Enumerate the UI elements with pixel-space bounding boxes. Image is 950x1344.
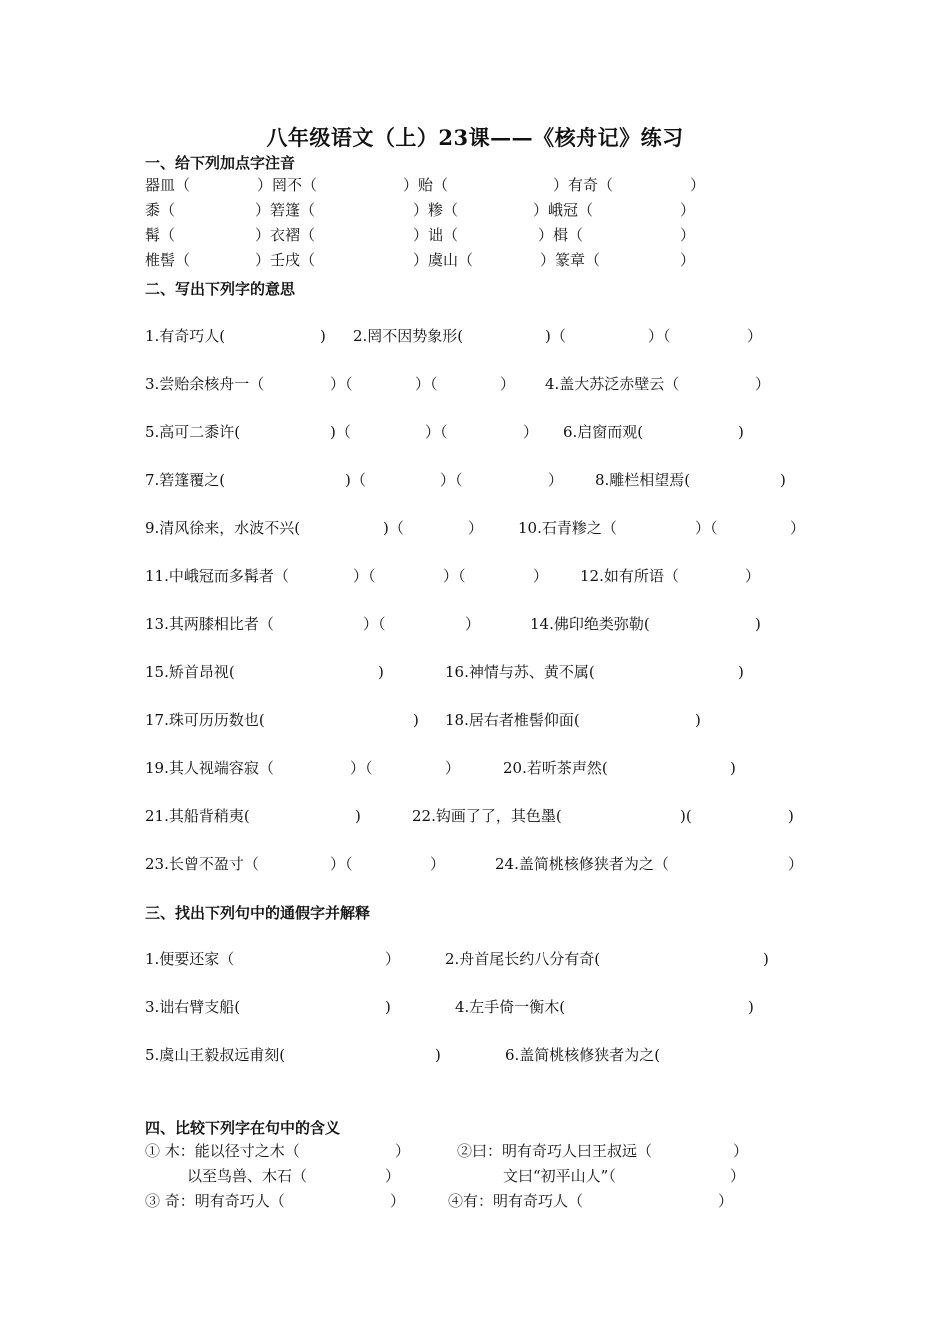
pinyin-item: ）峨冠（ [533,201,594,219]
tongjia-item: ) [435,1046,441,1064]
compare-item: ） [718,1192,734,1210]
pinyin-item: ）箬篷（ [255,201,316,219]
compare-row [145,1166,805,1186]
compare-item: ） [390,1192,406,1210]
tongjia-item: 4.左手倚一衡木( [455,998,566,1016]
meaning-item: 7.箬篷覆之( [145,471,226,489]
meaning-item: 19.其人视端容寂（ [145,759,274,777]
meaning-row [145,614,805,634]
pinyin-row-3 [145,225,845,245]
meaning-row [145,710,805,730]
meaning-item: ） [465,615,481,633]
meaning-item: ）（ [440,471,463,489]
meaning-item: ） [745,567,761,585]
compare-item: ②曰：明有奇巧人曰王叔远（ [457,1142,653,1160]
pinyin-item: ） [690,176,706,194]
meaning-row [145,422,805,442]
meaning-item: ） [790,519,806,537]
meaning-item: ) [378,663,384,681]
pinyin-row-1 [145,175,845,195]
meaning-item: 17.珠可历历数也( [145,711,265,729]
meaning-item: 4.盖大苏泛赤壁云（ [545,375,680,393]
meaning-item: ）（ [363,615,386,633]
meaning-item: ) [730,759,736,777]
meaning-item: 22.钩画了了，其色墨( [412,807,562,825]
pinyin-item: ）罔不（ [257,176,318,194]
meaning-item: 12.如有所语（ [580,567,679,585]
pinyin-item: 髯（ [145,226,176,244]
pinyin-item: ）楫（ [538,226,584,244]
meaning-item: ）（ [648,327,671,345]
section-heading-1: 一、给下列加点字注音 [145,154,296,172]
meaning-item: )( [680,807,692,825]
meaning-item: 5.高可二黍许( [145,423,241,441]
pinyin-item: 黍（ [145,201,176,219]
meaning-item: ）（ [330,375,353,393]
compare-item: ） [730,1167,746,1185]
meaning-item: 9.清风徐来，水波不兴( [145,519,301,537]
meaning-item: 6.启窗而观( [563,423,644,441]
pinyin-item: ）衣褶（ [255,226,316,244]
compare-item: ③ 奇：明有奇巧人（ [145,1192,285,1210]
meaning-item: 13.其两膝相比者（ [145,615,274,633]
compare-item: ） [395,1142,411,1160]
tongjia-item: ) [385,998,391,1016]
meaning-item: )（ [330,423,351,441]
meaning-item: ）（ [350,759,373,777]
meaning-item: 18.居右者椎髻仰面( [445,711,580,729]
meaning-row [145,374,805,394]
pinyin-item: ）有奇（ [553,176,614,194]
page-title: 八年级语文（上）23课——《核舟记》练习 [266,125,684,150]
tongjia-item: ） [385,950,401,968]
pinyin-row-2 [145,200,845,220]
meaning-item: )（ [345,471,366,489]
meaning-row [145,566,805,586]
meaning-item: ） [788,855,804,873]
pinyin-item: 器皿（ [145,176,191,194]
tongjia-row [145,1045,805,1065]
tongjia-item: 6.盖简桃核修狭者为之( [505,1046,661,1064]
tongjia-row [145,997,805,1017]
pinyin-item: ）贻（ [403,176,449,194]
tongjia-item: 2.舟首尾长约八分有奇( [445,950,601,968]
meaning-item: 10.石青糁之（ [518,519,617,537]
meaning-item: ） [430,855,446,873]
meaning-item: ） [445,759,461,777]
compare-item: ） [385,1167,401,1185]
meaning-item: )（ [383,519,404,537]
meaning-item: 23.长曾不盈寸（ [145,855,259,873]
meaning-row [145,470,805,490]
compare-item: 以至鸟兽、木石（ [187,1167,308,1185]
meaning-item: 20.若听茶声然( [503,759,608,777]
meaning-item: ）（ [330,855,353,873]
meaning-item: 3.尝贻余核舟一（ [145,375,265,393]
meaning-item: 16.神情与苏、黄不属( [445,663,595,681]
meaning-item: ） [747,327,763,345]
meaning-row [145,518,815,538]
pinyin-item: ） [680,226,696,244]
tongjia-item: 3.诎右臂支船( [145,998,241,1016]
compare-item: 文曰“初平山人”（ [503,1167,616,1185]
meaning-row [145,806,815,826]
section-heading-2: 二、写出下列字的意思 [145,280,296,298]
meaning-item: ）（ [415,375,438,393]
meaning-item: ) [413,711,419,729]
compare-item: ④有：明有奇巧人（ [448,1192,584,1210]
meaning-item: ) [755,615,761,633]
meaning-item: ）（ [425,423,448,441]
meaning-item: ）（ [443,567,466,585]
meaning-item: ) [780,471,786,489]
tongjia-item: ) [763,950,769,968]
meaning-row [145,326,805,346]
pinyin-item: ）虞山（ [413,251,474,269]
pinyin-row-4 [145,250,845,270]
meaning-item: ）（ [695,519,718,537]
pinyin-item: ）篆章（ [540,251,601,269]
meaning-item: 15.矫首昂视( [145,663,235,681]
meaning-item: ) [738,663,744,681]
meaning-item: ） [468,519,484,537]
section-heading-3: 三、找出下列句中的通假字并解释 [145,904,371,922]
meaning-item: ) [695,711,701,729]
meaning-item: ）（ [353,567,376,585]
meaning-item: ） [533,567,549,585]
compare-row [145,1141,805,1161]
tongjia-item: 5.虞山王毅叔远甫刻( [145,1046,286,1064]
compare-row [145,1191,805,1211]
meaning-item: 14.佛印绝类弥勒( [530,615,650,633]
tongjia-item: ) [748,998,754,1016]
meaning-item: ) [788,807,794,825]
meaning-item: ） [548,471,564,489]
tongjia-row [145,949,805,969]
meaning-item: ） [523,423,539,441]
meaning-item: )（ [545,327,566,345]
section-heading-4: 四、比较下列字在句中的含义 [145,1119,341,1137]
meaning-row [145,758,805,778]
meaning-item: 1.有奇巧人( [145,327,226,345]
meaning-item: 21.其船背稍夷( [145,807,250,825]
pinyin-item: ） [680,251,696,269]
meaning-item: ） [755,375,771,393]
tongjia-item: 1.便要还家（ [145,950,235,968]
meaning-item: ） [500,375,516,393]
meaning-item: 24.盖简桃核修狭者为之（ [495,855,669,873]
pinyin-item: ）糁（ [413,201,459,219]
meaning-item: ) [320,327,326,345]
meaning-item: 8.雕栏相望焉( [595,471,691,489]
pinyin-item: ）壬戌（ [255,251,316,269]
meaning-item: ) [738,423,744,441]
pinyin-item: ） [680,201,696,219]
meaning-item: 11.中峨冠而多髯者（ [145,567,289,585]
compare-item: ） [733,1142,749,1160]
meaning-item: ) [355,807,361,825]
compare-item: ① 木：能以径寸之木（ [145,1142,300,1160]
meaning-row [145,854,815,874]
pinyin-item: ）诎（ [413,226,459,244]
meaning-item: 2.罔不因势象形( [353,327,464,345]
pinyin-item: 椎髻（ [145,251,191,269]
meaning-row [145,662,805,682]
